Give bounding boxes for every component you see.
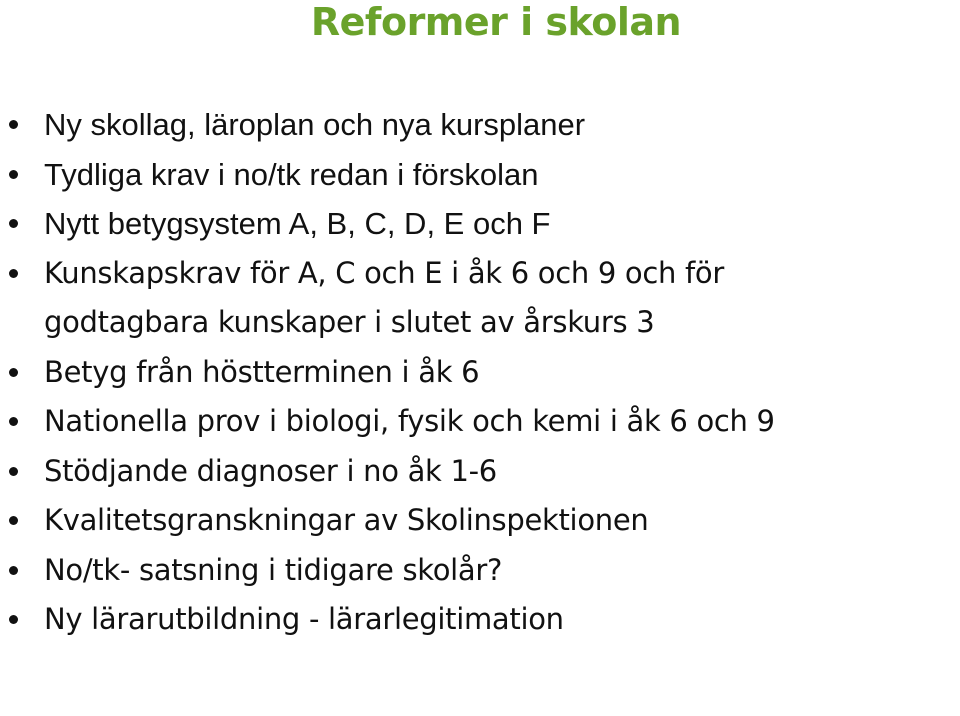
bullet-dot-icon [9, 120, 18, 129]
bullet-dot-icon [9, 219, 18, 228]
bullet-item [0, 150, 960, 200]
bullet-dot-icon [9, 417, 18, 426]
bullet-item [0, 447, 960, 497]
bullet-dot-icon [9, 566, 18, 575]
bullet-text: Ny skollag, läroplan och nya kursplaner [44, 107, 586, 142]
bullet-dot-icon [9, 269, 18, 278]
bullet-item [0, 496, 960, 546]
slide-title: Reformer i skolan [310, 0, 682, 44]
bullet-text-line-1: Kunskapskrav för A, C och E i åk 6 och 9 och för [44, 255, 724, 290]
bullet-list [0, 100, 960, 645]
bullet-item [0, 348, 960, 398]
bullet-dot-icon [9, 170, 18, 179]
bullet-item [0, 249, 924, 348]
bullet-text: Betyg från höstterminen i åk 6 [44, 354, 480, 389]
bullet-dot-icon [9, 615, 18, 624]
bullet-text-line-2: godtagbara kunskaper i slutet av årskurs 3 [44, 305, 655, 339]
bullet-dot-icon [9, 516, 18, 525]
bullet-dot-icon [9, 368, 18, 377]
bullet-text: No/tk- satsning i tidigare skolår? [44, 552, 503, 587]
bullet-text: Nytt betygsystem A, B, C, D, E och F [44, 206, 551, 241]
bullet-dot-icon [9, 467, 18, 476]
bullet-item [0, 546, 960, 596]
bullet-item [0, 397, 960, 447]
bullet-text: Ny lärarutbildning - lärarlegitimation [44, 602, 564, 636]
bullet-text: Nationella prov i biologi, fysik och kemi i åk 6 och 9 [44, 404, 775, 438]
bullet-text: Stödjande diagnoser i no åk 1-6 [44, 453, 497, 488]
bullet-item [0, 595, 960, 645]
bullet-text: Tydliga krav i no/tk redan i förskolan [44, 156, 539, 192]
bullet-text: Kvalitetsgranskningar av Skolinspektionen [44, 503, 649, 537]
bullet-item [0, 100, 960, 150]
bullet-item [0, 199, 960, 249]
